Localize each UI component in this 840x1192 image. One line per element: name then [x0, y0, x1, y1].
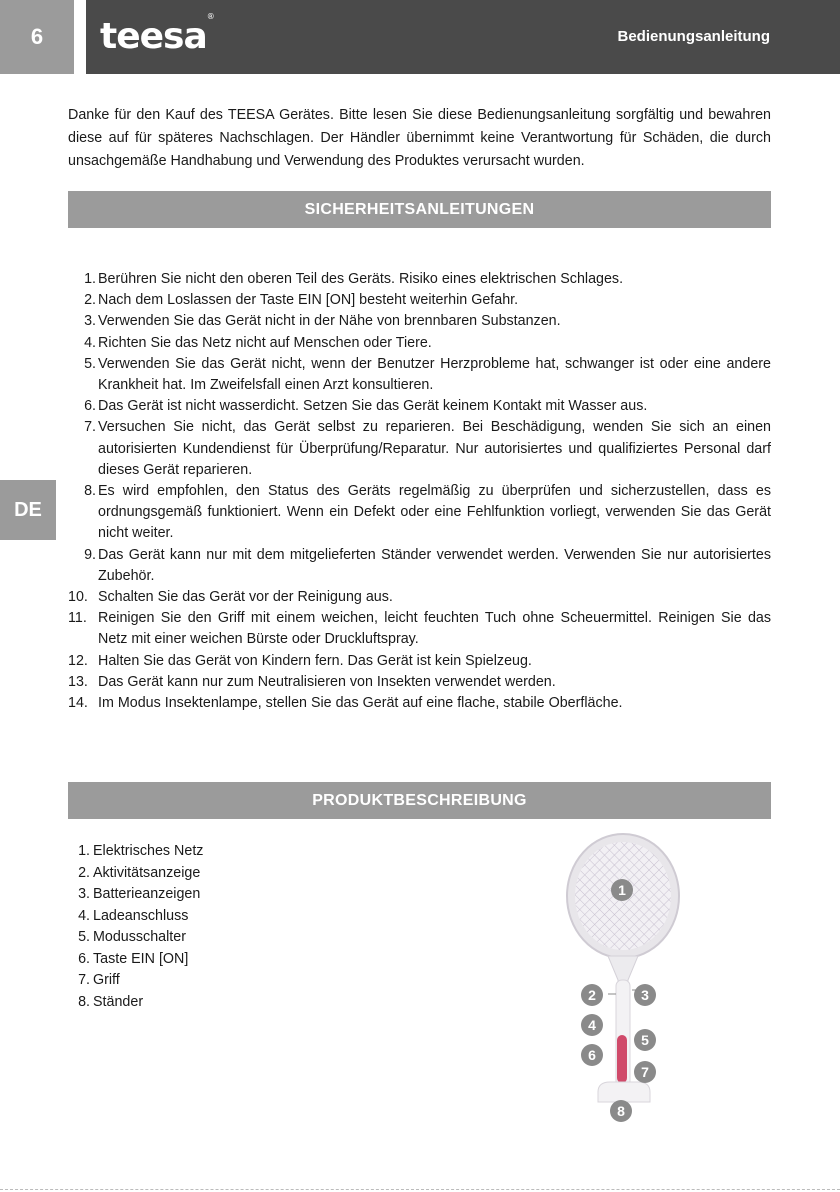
safety-item-text: Halten Sie das Gerät von Kindern fern. Das Gerät ist kein Spielzeug.	[98, 652, 532, 669]
safety-item	[68, 587, 771, 608]
callout-label: 4	[588, 1017, 596, 1033]
safety-item	[68, 481, 771, 545]
part-number: 3.	[78, 886, 90, 902]
safety-item	[68, 545, 771, 587]
part-name: Taste EIN [ON]	[93, 950, 189, 967]
safety-item-text: Richten Sie das Netz nicht auf Menschen oder Tiere.	[98, 334, 432, 351]
callout-label: 7	[641, 1064, 649, 1080]
teesa-logo: teesa®	[100, 12, 214, 57]
part-name: Griff	[93, 972, 120, 988]
safety-item	[68, 608, 771, 650]
callout-label: 2	[588, 987, 596, 1003]
safety-item-number: 6.	[84, 398, 96, 415]
part-item	[68, 927, 203, 949]
safety-item	[68, 333, 771, 354]
part-number: 1.	[78, 843, 90, 859]
safety-item	[68, 290, 771, 311]
safety-item-text: Versuchen Sie nicht, das Gerät selbst zu reparieren. Bei Beschädigung, wenden Sie sich an einen autorisierten Kundendienst für Überprüfung/Reparatur. Nur autorisiertes und qualifiziertes Personal darf dieses Gerät reparieren.	[98, 419, 771, 478]
safety-item	[68, 396, 771, 417]
safety-item-text: Das Gerät kann nur mit dem mitgelieferten Ständer verwendet werden. Verwenden Sie nur autorisiertes Zubehör.	[98, 546, 771, 584]
callout-label: 1	[618, 882, 626, 898]
part-number: 6.	[78, 950, 90, 967]
part-item	[68, 992, 203, 1014]
safety-item-number: 4.	[84, 334, 96, 351]
safety-item-number: 2.	[84, 292, 96, 309]
safety-heading: SICHERHEITSANLEITUNGEN	[68, 191, 771, 228]
callout-label: 6	[588, 1047, 596, 1063]
safety-list	[68, 269, 771, 714]
safety-item	[68, 354, 771, 396]
safety-item-text: Im Modus Insektenlampe, stellen Sie das Gerät auf eine flache, stabile Oberfläche.	[98, 695, 623, 712]
safety-item-text: Das Gerät kann nur zum Neutralisieren von Insekten verwendet werden.	[98, 673, 556, 690]
parts-list	[68, 841, 203, 1013]
callout-label: 5	[641, 1032, 649, 1048]
safety-item-text: Reinigen Sie den Griff mit einem weichen, leicht feuchten Tuch ohne Scheuermittel. Reinigen Sie das Netz mit einer weichen Bürste oder Druckluftspray.	[98, 610, 771, 648]
safety-item	[68, 311, 771, 332]
callout-label: 8	[617, 1103, 625, 1119]
safety-item-number: 11.	[68, 610, 87, 627]
part-name: Ständer	[93, 993, 144, 1010]
part-name: Batterieanzeigen	[93, 886, 201, 902]
part-item	[68, 906, 203, 928]
part-name: Elektrisches Netz	[93, 843, 204, 859]
safety-item-text: Verwenden Sie das Gerät nicht in der Nähe von brennbaren Substanzen.	[98, 313, 561, 330]
part-number: 8.	[78, 993, 90, 1010]
part-item	[68, 841, 203, 863]
part-item	[68, 970, 203, 992]
safety-item-number: 1.	[84, 271, 96, 287]
page-number: 6	[0, 0, 74, 74]
safety-item	[68, 269, 771, 290]
part-item	[68, 884, 203, 906]
safety-item-text: Es wird empfohlen, den Status des Geräts regelmäßig zu überprüfen und sicherzustellen, dass es ordnungsgemäß funktioniert. Wenn ein Defekt oder eine Fehlfunktion vorliegt, verwenden Sie das Gerät nicht weiter.	[98, 483, 771, 542]
safety-item-number: 8.	[84, 483, 96, 500]
part-number: 7.	[78, 972, 90, 988]
header-bar	[86, 0, 840, 74]
part-item	[68, 863, 203, 885]
footer-divider	[0, 1189, 840, 1190]
part-name: Aktivitätsanzeige	[93, 864, 201, 881]
part-number: 4.	[78, 907, 90, 924]
safety-item-number: 14.	[68, 695, 88, 712]
safety-item-number: 9.	[84, 546, 96, 563]
safety-item-number: 7.	[84, 419, 96, 436]
safety-item-number: 3.	[84, 313, 96, 330]
safety-item-text: Schalten Sie das Gerät vor der Reinigung aus.	[98, 589, 393, 606]
part-number: 2.	[78, 864, 90, 881]
safety-item-number: 12.	[68, 652, 88, 669]
header-title: Bedienungsanleitung	[617, 28, 770, 45]
part-number: 5.	[78, 929, 90, 945]
safety-item-text: Verwenden Sie das Gerät nicht, wenn der Benutzer Herzprobleme hat, schwanger ist oder eine andere Krankheit hat. Im Zweifelsfall einen Arzt konsultieren.	[98, 355, 771, 394]
safety-item-number: 5.	[84, 355, 96, 372]
product-heading: PRODUKTBESCHREIBUNG	[68, 782, 771, 819]
insect-racket-image	[560, 830, 690, 1130]
part-name: Ladeanschluss	[93, 907, 189, 924]
safety-item-text: Berühren Sie nicht den oberen Teil des Geräts. Risiko eines elektrischen Schlages.	[98, 271, 624, 287]
safety-item	[68, 651, 771, 672]
part-name: Modusschalter	[93, 929, 186, 945]
safety-item-text: Das Gerät ist nicht wasserdicht. Setzen Sie das Gerät keinem Kontakt mit Wasser aus.	[98, 398, 648, 415]
safety-item-number: 13.	[68, 673, 88, 690]
callout-label: 3	[641, 987, 649, 1003]
language-tab: DE	[0, 480, 56, 540]
safety-item	[68, 417, 771, 481]
safety-item	[68, 672, 771, 693]
safety-item	[68, 693, 771, 714]
safety-item-number: 10.	[68, 589, 88, 606]
safety-item-text: Nach dem Loslassen der Taste EIN [ON] besteht weiterhin Gefahr.	[98, 292, 519, 309]
part-item	[68, 949, 203, 971]
intro-paragraph: Danke für den Kauf des TEESA Gerätes. Bitte lesen Sie diese Bedienungsanleitung sorgfältig und bewahren diese auf für späteres Nachschlagen. Der Händler übernimmt keine Verantwortung für Schäden, die durch unsachgemäße Handhabung und Verwendung des Produktes verursacht wurden.	[68, 107, 771, 169]
